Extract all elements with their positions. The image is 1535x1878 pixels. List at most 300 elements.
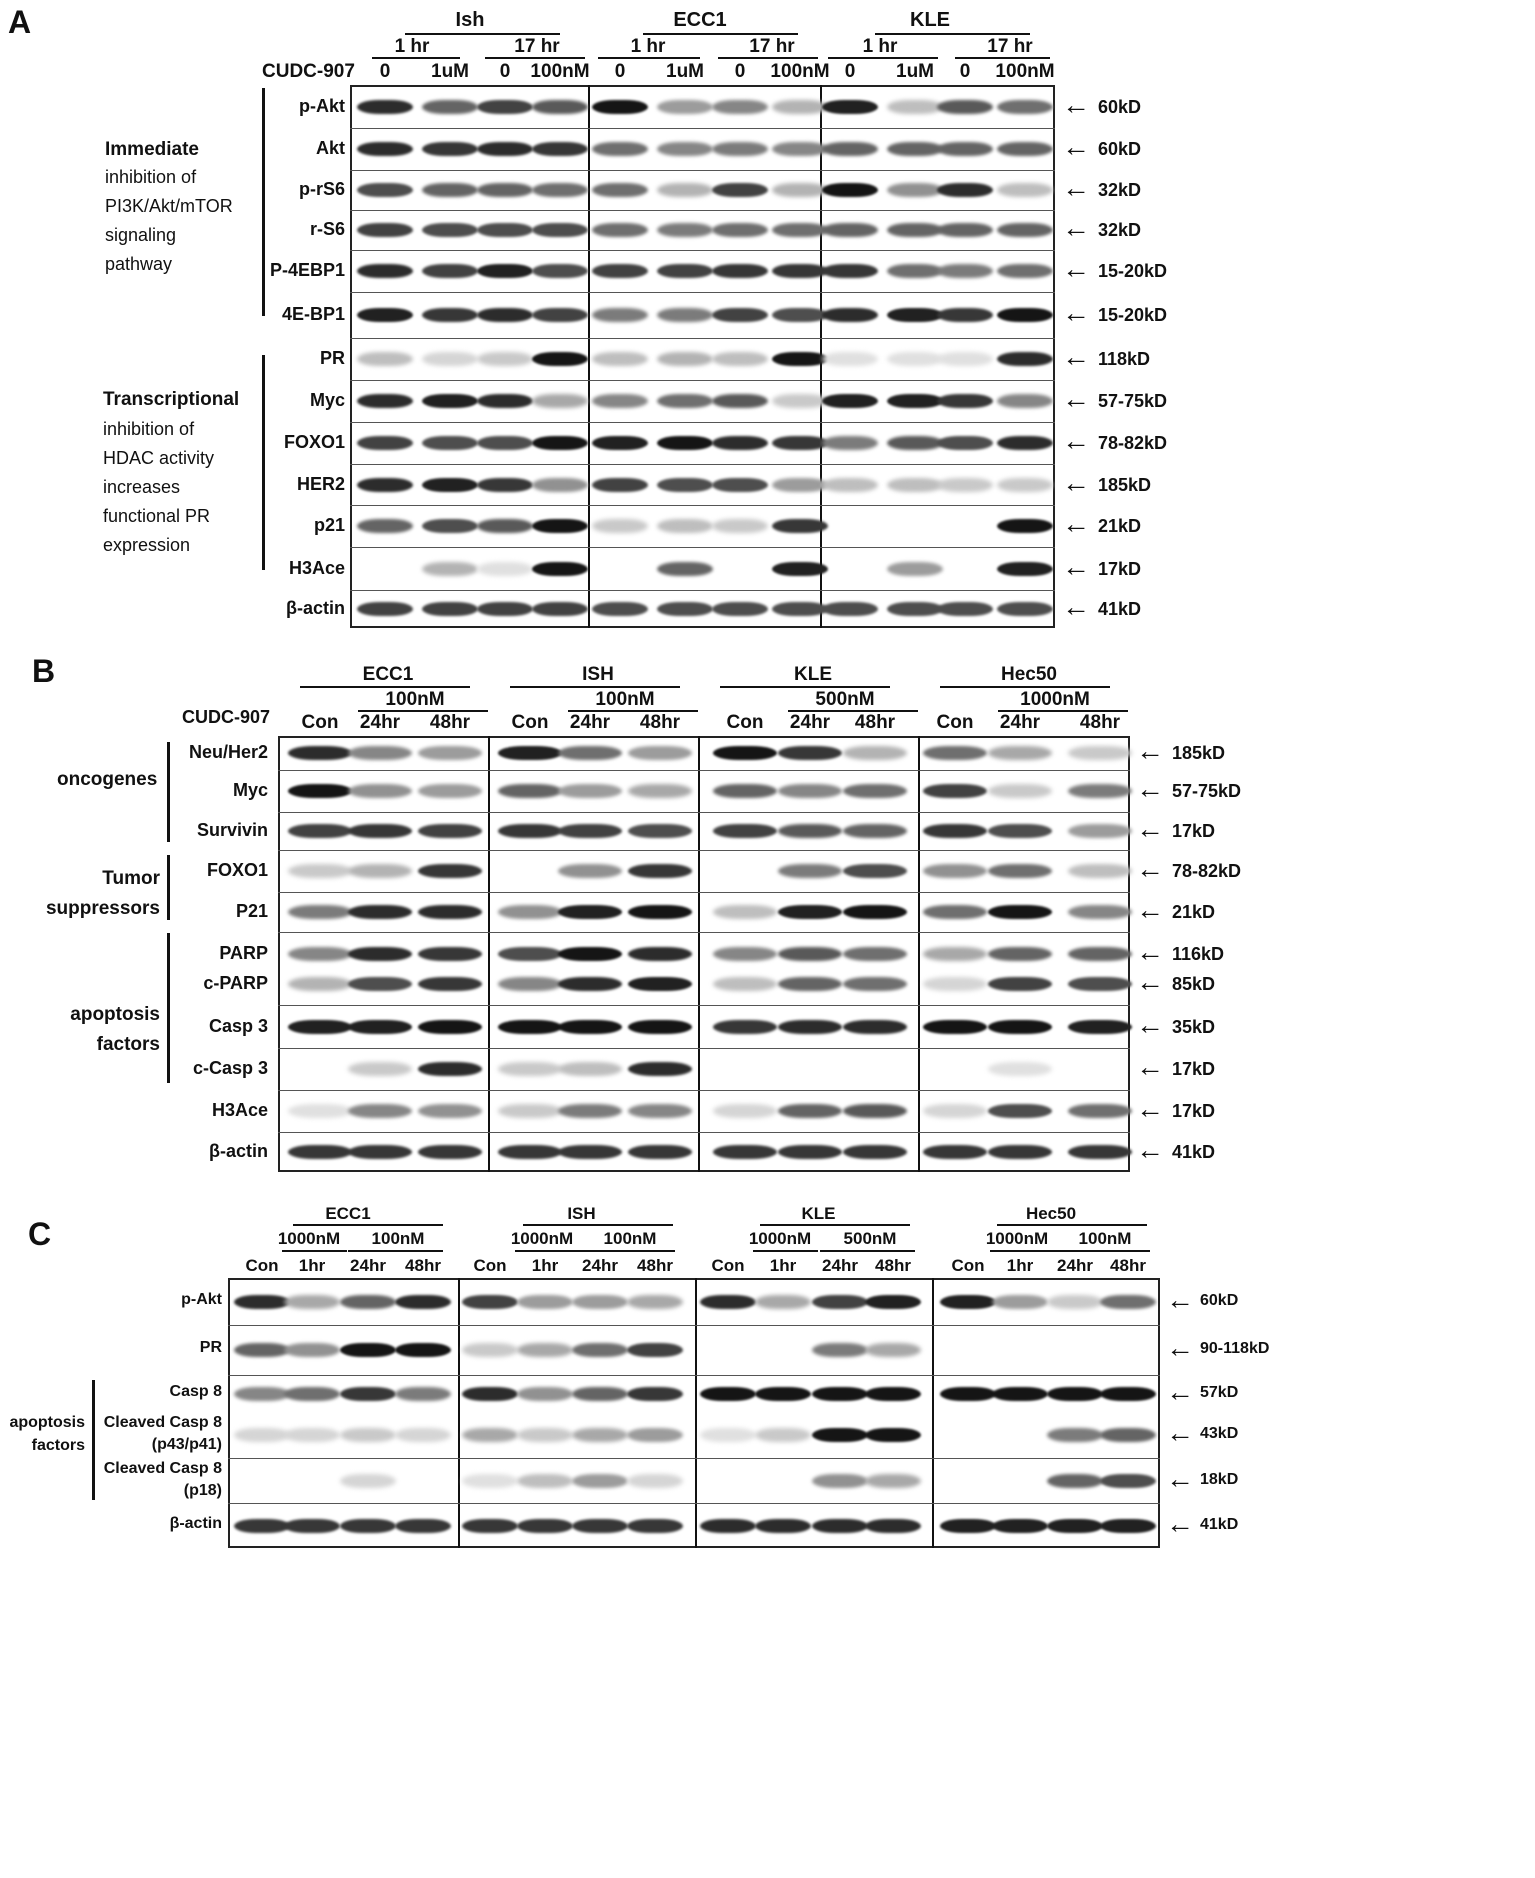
band (572, 1519, 628, 1533)
lane-divider (918, 736, 920, 1172)
arrow-left-icon: ← (1062, 212, 1090, 243)
band (592, 352, 648, 366)
band (418, 824, 482, 838)
lane-label: 1hr (531, 1256, 559, 1275)
time-underline (828, 57, 938, 59)
band (357, 308, 413, 322)
band (822, 142, 878, 156)
band (923, 947, 987, 961)
band (628, 1145, 692, 1159)
section2-line: HDAC activity (103, 448, 215, 468)
band (628, 947, 692, 961)
band (395, 1519, 451, 1533)
band (772, 519, 828, 533)
bracket-immediate (262, 88, 265, 316)
band (755, 1428, 811, 1442)
row-divider (350, 292, 1055, 293)
size-label: 118kD (1098, 349, 1151, 369)
band (812, 1519, 868, 1533)
band (887, 436, 943, 450)
band (997, 436, 1053, 450)
size-label: 21kD (1172, 902, 1216, 922)
band (887, 264, 943, 278)
band (923, 977, 987, 991)
band (422, 183, 478, 197)
band (713, 1104, 777, 1118)
band (477, 264, 533, 278)
size-label: 57kD (1200, 1383, 1239, 1401)
band (592, 223, 648, 237)
band (498, 977, 562, 991)
band (843, 746, 907, 760)
band (778, 977, 842, 991)
arrow-left-icon: ← (1136, 1051, 1164, 1082)
dose-underline (753, 1250, 818, 1252)
time-underline (955, 57, 1050, 59)
row-divider (228, 1458, 1160, 1459)
size-label: 90-118kD (1200, 1340, 1270, 1357)
group-underline (510, 686, 680, 688)
band (477, 352, 533, 366)
band (712, 223, 768, 237)
row-label: H3Ace (288, 557, 345, 578)
band (357, 478, 413, 492)
band (988, 977, 1052, 991)
band (988, 947, 1052, 961)
row-label: β-actin (286, 598, 345, 618)
lane-label: 24hr (1057, 1256, 1093, 1275)
row-label-sub: (p43/p41) (151, 1436, 222, 1453)
band (592, 264, 648, 278)
band (558, 1145, 622, 1159)
band (997, 394, 1053, 408)
section2-line: increases (103, 477, 181, 497)
band (422, 519, 478, 533)
band (284, 1295, 340, 1309)
band (572, 1387, 628, 1401)
row-divider (350, 590, 1055, 591)
size-label: 185kD (1172, 743, 1226, 763)
band (988, 1062, 1052, 1076)
band (234, 1295, 290, 1309)
group-underline (940, 686, 1110, 688)
dose-label: 500nM (815, 689, 875, 710)
band (498, 824, 562, 838)
arrow-left-icon: ← (1062, 466, 1090, 498)
lane-label: Con (473, 1256, 507, 1275)
band (865, 1387, 921, 1401)
band (937, 264, 993, 278)
band (340, 1387, 396, 1401)
band (288, 1020, 352, 1034)
band (988, 1145, 1052, 1159)
row-divider (350, 338, 1055, 339)
section2-line: expression (103, 535, 191, 555)
row-label: β-actin (169, 1514, 222, 1532)
band (843, 1104, 907, 1118)
band (1100, 1474, 1156, 1488)
band (713, 947, 777, 961)
group-name: ECC1 (673, 9, 727, 31)
band (348, 824, 412, 838)
dose-label: 1000nM (510, 1229, 574, 1248)
band (462, 1343, 518, 1357)
size-label: 15-20kD (1098, 261, 1168, 281)
row-label: Akt (315, 138, 345, 158)
dose-label: 100nM (1078, 1229, 1132, 1248)
lane-label: Con (301, 712, 339, 733)
category-label: factors (96, 1034, 160, 1055)
lane-label: 1hr (769, 1256, 797, 1275)
row-divider (350, 128, 1055, 129)
bracket-tumor-suppressors (167, 855, 170, 920)
dose-label: 500nM (843, 1229, 897, 1248)
time-label: 1 hr (862, 36, 898, 57)
band (348, 1020, 412, 1034)
band (923, 746, 987, 760)
group-name: KLE (794, 664, 832, 685)
band (712, 308, 768, 322)
band (418, 864, 482, 878)
band (887, 100, 943, 114)
size-label: 116kD (1172, 944, 1225, 964)
dose-label: 100nM (770, 61, 830, 82)
row-divider (350, 547, 1055, 548)
band (532, 223, 588, 237)
band (422, 602, 478, 616)
band (532, 100, 588, 114)
lane-label: 48hr (1079, 712, 1121, 733)
band (657, 100, 713, 114)
band (422, 478, 478, 492)
dose-label: 100nM (385, 689, 445, 710)
band (812, 1343, 868, 1357)
band (997, 183, 1053, 197)
band (592, 519, 648, 533)
band (627, 1295, 683, 1309)
band (997, 478, 1053, 492)
band (937, 142, 993, 156)
band (937, 223, 993, 237)
band (822, 308, 878, 322)
band (778, 864, 842, 878)
band (1047, 1428, 1103, 1442)
band (937, 100, 993, 114)
band (778, 1020, 842, 1034)
band (462, 1428, 518, 1442)
band (712, 519, 768, 533)
band (988, 746, 1052, 760)
lane-label: 24hr (350, 1256, 386, 1275)
band (992, 1295, 1048, 1309)
band (812, 1474, 868, 1488)
category-label: factors (31, 1437, 85, 1454)
band (997, 562, 1053, 576)
group-underline (643, 33, 798, 35)
band (657, 183, 713, 197)
arrow-left-icon: ← (1166, 1283, 1194, 1315)
size-label: 17kD (1172, 1059, 1216, 1079)
band (772, 436, 828, 450)
band (558, 1020, 622, 1034)
band (340, 1519, 396, 1533)
dose-label: 1uM (431, 61, 469, 82)
row-label: Casp 8 (169, 1382, 222, 1400)
band (713, 824, 777, 838)
band (712, 478, 768, 492)
band (627, 1387, 683, 1401)
lane-label: Con (511, 712, 549, 733)
arrow-left-icon: ← (1136, 936, 1164, 967)
band (288, 905, 352, 919)
band (422, 436, 478, 450)
band (477, 478, 533, 492)
band (498, 1104, 562, 1118)
band (778, 947, 842, 961)
band (357, 223, 413, 237)
lane-label: Con (936, 712, 974, 733)
dose-label: 0 (844, 61, 856, 82)
band (988, 1020, 1052, 1034)
band (772, 183, 828, 197)
section1-line: signaling (105, 225, 177, 245)
band (418, 947, 482, 961)
band (422, 308, 478, 322)
row-divider (228, 1503, 1160, 1504)
band (843, 947, 907, 961)
band (1100, 1387, 1156, 1401)
size-label: 85kD (1172, 974, 1216, 994)
band (1068, 1145, 1132, 1159)
dose-label: 0 (499, 61, 511, 82)
band (284, 1428, 340, 1442)
dose-label: 0 (959, 61, 971, 82)
band (713, 905, 777, 919)
band (234, 1343, 290, 1357)
bracket-apoptosis (167, 933, 170, 1083)
band (923, 824, 987, 838)
size-label: 41kD (1172, 1142, 1216, 1162)
band (843, 905, 907, 919)
lane-label: 1hr (1006, 1256, 1034, 1275)
band (988, 784, 1052, 798)
band (997, 223, 1053, 237)
dose-underline (515, 1250, 580, 1252)
band (592, 100, 648, 114)
band (812, 1428, 868, 1442)
band (422, 142, 478, 156)
band (778, 905, 842, 919)
row-label: p-Akt (181, 1290, 222, 1308)
lane-divider (698, 736, 700, 1172)
time-label: 1 hr (394, 36, 430, 57)
band (348, 784, 412, 798)
size-label: 41kD (1098, 599, 1142, 619)
band (937, 308, 993, 322)
size-label: 185kD (1098, 474, 1152, 495)
lane-divider (932, 1278, 934, 1548)
band (395, 1295, 451, 1309)
band (887, 142, 943, 156)
band (657, 352, 713, 366)
size-label: 60kD (1098, 139, 1142, 159)
band (923, 905, 987, 919)
row-divider (350, 250, 1055, 251)
section1-line: PI3K/Akt/mTOR (105, 196, 233, 216)
dose-label: 1000nM (985, 1229, 1049, 1248)
lane-label: 24hr (582, 1256, 618, 1275)
band (348, 905, 412, 919)
band (865, 1428, 921, 1442)
band (887, 223, 943, 237)
band (713, 784, 777, 798)
band (418, 1062, 482, 1076)
band (288, 977, 352, 991)
band (558, 746, 622, 760)
band (477, 394, 533, 408)
dose-label: 1000nM (277, 1229, 341, 1248)
band (1100, 1519, 1156, 1533)
band (517, 1519, 573, 1533)
band (1068, 824, 1132, 838)
band (997, 308, 1053, 322)
band (843, 784, 907, 798)
band (865, 1343, 921, 1357)
lane-label: 24hr (999, 712, 1041, 733)
band (822, 264, 878, 278)
band (937, 183, 993, 197)
row-label: Myc (309, 390, 345, 410)
category-label: Tumor (102, 868, 160, 889)
band (532, 183, 588, 197)
row-label: c-Casp 3 (192, 1058, 268, 1078)
band (778, 746, 842, 760)
section1-title: Immediate (105, 139, 199, 160)
band (572, 1474, 628, 1488)
group-underline (760, 1224, 910, 1226)
arrow-left-icon: ← (1136, 735, 1164, 766)
band (778, 784, 842, 798)
row-divider (278, 932, 1130, 933)
band (843, 864, 907, 878)
band (517, 1428, 573, 1442)
section2-line: functional PR (103, 506, 211, 526)
row-label: PR (199, 1339, 222, 1356)
band (772, 562, 828, 576)
lane-label: 24hr (569, 712, 611, 733)
band (422, 100, 478, 114)
arrow-left-icon: ← (1062, 425, 1090, 456)
band (288, 746, 352, 760)
band (340, 1343, 396, 1357)
band (657, 264, 713, 278)
section2-title: Transcriptional (103, 389, 240, 410)
time-label: 17 hr (749, 36, 795, 57)
size-label: 17kD (1098, 558, 1142, 579)
group-underline (875, 33, 1030, 35)
band (772, 264, 828, 278)
band (997, 602, 1053, 616)
band (498, 1145, 562, 1159)
band (937, 352, 993, 366)
arrow-left-icon: ← (1136, 773, 1164, 804)
row-label: r-S6 (309, 219, 345, 239)
band (498, 1020, 562, 1034)
lane-label: Con (711, 1256, 745, 1275)
band (498, 1062, 562, 1076)
lane-label: 48hr (1110, 1256, 1146, 1275)
size-label: 21kD (1098, 516, 1142, 536)
band (923, 864, 987, 878)
band (340, 1474, 396, 1488)
band (755, 1519, 811, 1533)
band (778, 1145, 842, 1159)
band (1068, 784, 1132, 798)
arrow-left-icon: ← (1062, 550, 1090, 582)
band (532, 562, 588, 576)
band (477, 519, 533, 533)
lane-label: 24hr (359, 712, 401, 733)
band (418, 977, 482, 991)
band (940, 1387, 996, 1401)
band (700, 1295, 756, 1309)
band (657, 602, 713, 616)
time-underline (485, 57, 585, 59)
group-underline (293, 1224, 443, 1226)
row-divider (350, 170, 1055, 171)
band (628, 1104, 692, 1118)
band (558, 1104, 622, 1118)
drug-label: CUDC-907 (182, 707, 271, 727)
dose-label: 1uM (896, 61, 934, 82)
band (940, 1295, 996, 1309)
band (712, 183, 768, 197)
size-label: 15-20kD (1098, 305, 1168, 325)
band (628, 977, 692, 991)
band (532, 308, 588, 322)
category-label: suppressors (45, 898, 160, 919)
band (997, 142, 1053, 156)
band (887, 478, 943, 492)
band (822, 436, 878, 450)
band (988, 824, 1052, 838)
band (357, 264, 413, 278)
band (592, 394, 648, 408)
band (657, 519, 713, 533)
band (772, 478, 828, 492)
row-label: P-4EBP1 (269, 260, 345, 280)
band (822, 183, 878, 197)
band (657, 562, 713, 576)
dose-label: 1uM (666, 61, 704, 82)
panel-label-a: A (8, 4, 32, 40)
band (1068, 746, 1132, 760)
band (418, 1104, 482, 1118)
band (418, 1145, 482, 1159)
size-label: 57-75kD (1098, 391, 1168, 411)
band (657, 436, 713, 450)
arrow-left-icon: ← (1136, 853, 1164, 884)
arrow-left-icon: ← (1136, 894, 1164, 925)
arrow-left-icon: ← (1062, 508, 1090, 539)
band (477, 436, 533, 450)
band (558, 905, 622, 919)
group-name: Hec50 (1001, 664, 1057, 685)
dose-label: 0 (379, 61, 391, 82)
size-label: 60kD (1200, 1291, 1239, 1309)
band (923, 1104, 987, 1118)
arrow-left-icon: ← (1062, 88, 1090, 120)
